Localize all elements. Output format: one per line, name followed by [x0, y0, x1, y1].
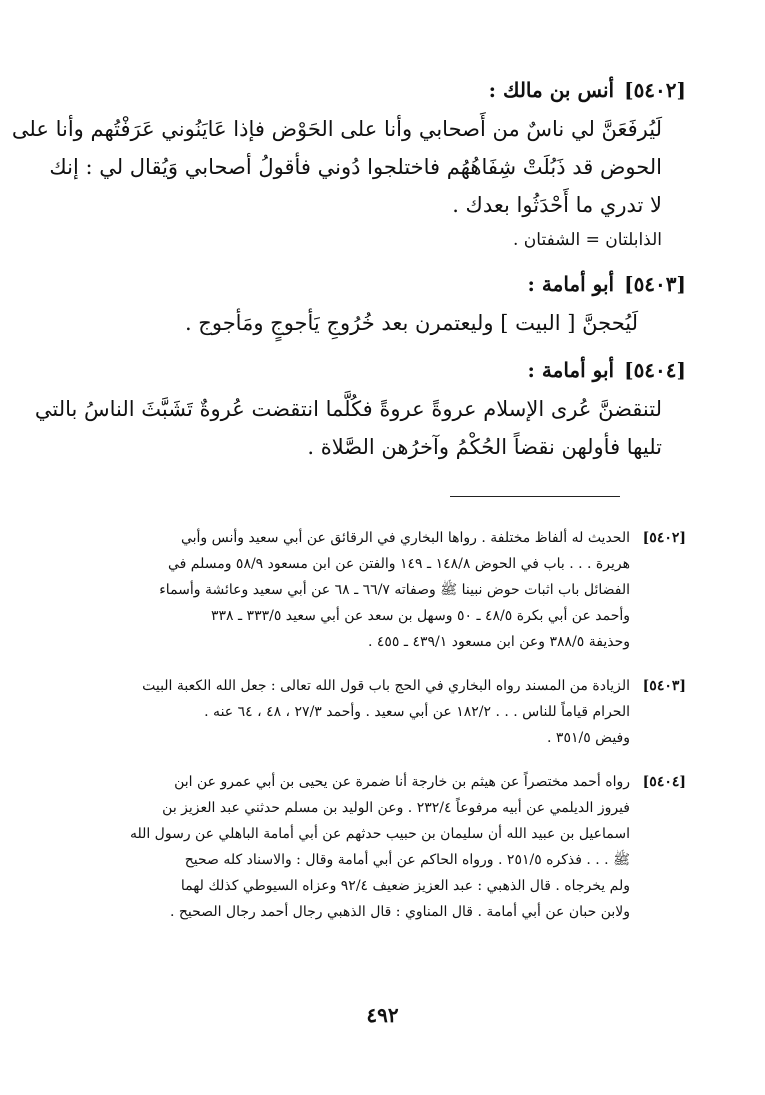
hadith-line: لَيُحجنَّ [ البيت ] وليعتمرن بعد خُرُوجِ يَأجوجٍ ومَأجوج .: [184, 311, 638, 335]
entry-heading: [56, 70, 686, 110]
footnote-5402: [72, 525, 686, 655]
hadith-line: الحوض قد ذَبُلَتْ شِفَاهُهُم فاختلجوا دُوني فأقولُ أصحابي وَيُقال لي : إنك: [49, 155, 662, 179]
entry-number: [٥٤٠٤]: [624, 358, 686, 382]
entry-number: [٥٤٠٢]: [624, 78, 686, 102]
hadith-line: لَيُرفَعَنَّ لي ناسٌ من أَصحابي وأنا على الحَوْض فإذا عَايَنُوني عَرَفْتُهم وأنا على: [11, 117, 662, 141]
entry-narrator: أنس بن مالك :: [488, 78, 615, 102]
hadith-line: لا تدري ما أَحْدَثُوا بعدك .: [452, 193, 662, 217]
hadith-gloss: الذابلتان = الشفتان .: [512, 230, 662, 250]
footnote-line: ﷺ . . . فذكره ٢٥١/٥ . ورواه الحاكم عن أبي أمامة وقال : والاسناد كله صحيح: [184, 852, 630, 868]
footnotes-block: [72, 525, 686, 943]
page-number: ٤٩٢: [366, 1003, 399, 1027]
entry-narrator: أبو أمامة :: [527, 272, 615, 296]
entry-number: [٥٤٠٣]: [624, 272, 686, 296]
footnote-line: وأحمد عن أبي بكرة ٤٨/٥ ـ ٥٠ وسهل بن سعد عن أبي سعيد ٣٣٣/٥ ـ ٣٣٨: [210, 608, 630, 624]
footnote-5403: [72, 673, 686, 751]
hadith-line: لتنقضنَّ عُرى الإسلام عروةً عروةً فكُلَّما انتقضت عُروةٌ تَشَبَّثَ الناسُ بالتي: [34, 397, 662, 421]
footnote-line: ولم يخرجاه . قال الذهبي : عبد العزيز ضعيف ٩٢/٤ وعزاه السيوطي كذلك لهما: [180, 878, 630, 894]
footnote-5404: [72, 769, 686, 925]
footnote-line: الحرام قياماً للناس . . . ١٨٢/٢ عن أبي سعيد . وأحمد ٢٧/٣ ، ٤٨ ، ٦٤ عنه .: [204, 704, 630, 720]
hadith-entry-5402: [11, 70, 686, 256]
footnote-line: رواه أحمد مختصراً عن هيثم بن خارجة أنا ضمرة عن يحيى بن أبي عمرو عن ابن: [174, 774, 630, 790]
hadith-text-block: [11, 70, 686, 466]
footnote-separator: [450, 496, 620, 497]
footnote-line: ولابن حبان عن أبي أمامة . قال المناوي : قال الذهبي رجال أحمد رجال الصحيح .: [169, 904, 630, 920]
entry-heading: [56, 350, 686, 390]
footnote-line: فيروز الديلمي عن أبيه مرفوعاً ٢٣٢/٤ . وعن الوليد بن مسلم حدثني عبد العزيز بن: [162, 800, 630, 816]
hadith-line: تليها فأولهن نقضاً الحُكْمُ وآخرُهن الصَّلاة .: [307, 435, 662, 459]
footnote-number: [٥٤٠٢]: [642, 530, 686, 546]
hadith-entry-5403: [56, 264, 686, 342]
entry-narrator: أبو أمامة :: [527, 358, 615, 382]
footnote-line: الحديث له ألفاظ مختلفة . رواها البخاري في الرقائق عن أبي سعيد وأنس وأبي: [180, 530, 630, 546]
hadith-entry-5404: [34, 350, 686, 466]
footnote-line: هريرة . . . باب في الحوض ١٤٨/٨ ـ ١٤٩ والفتن عن ابن مسعود ٥٨/٩ ومسلم في: [167, 556, 630, 572]
entry-heading: [56, 264, 686, 304]
footnote-line: الزيادة من المسند رواه البخاري في الحج باب قول الله تعالى : جعل الله الكعبة البيت: [142, 678, 630, 694]
footnote-line: وفيض ٣٥١/٥ .: [547, 730, 630, 746]
footnote-number: [٥٤٠٤]: [642, 774, 686, 790]
footnote-line: وحذيفة ٣٨٨/٥ وعن ابن مسعود ٤٣٩/١ ـ ٤٥٥ .: [367, 634, 630, 650]
footnote-line: الفضائل باب اثبات حوض نبينا ﷺ وصفاته ٦٦/٧ ـ ٦٨ عن أبي سعيد وعائشة وأسماء: [159, 582, 630, 598]
footnote-line: اسماعيل بن عبيد الله أن سليمان بن حبيب حدثهم عن أبي أمامة الباهلي عن رسول الله: [129, 826, 630, 842]
footnote-number: [٥٤٠٣]: [642, 678, 686, 694]
